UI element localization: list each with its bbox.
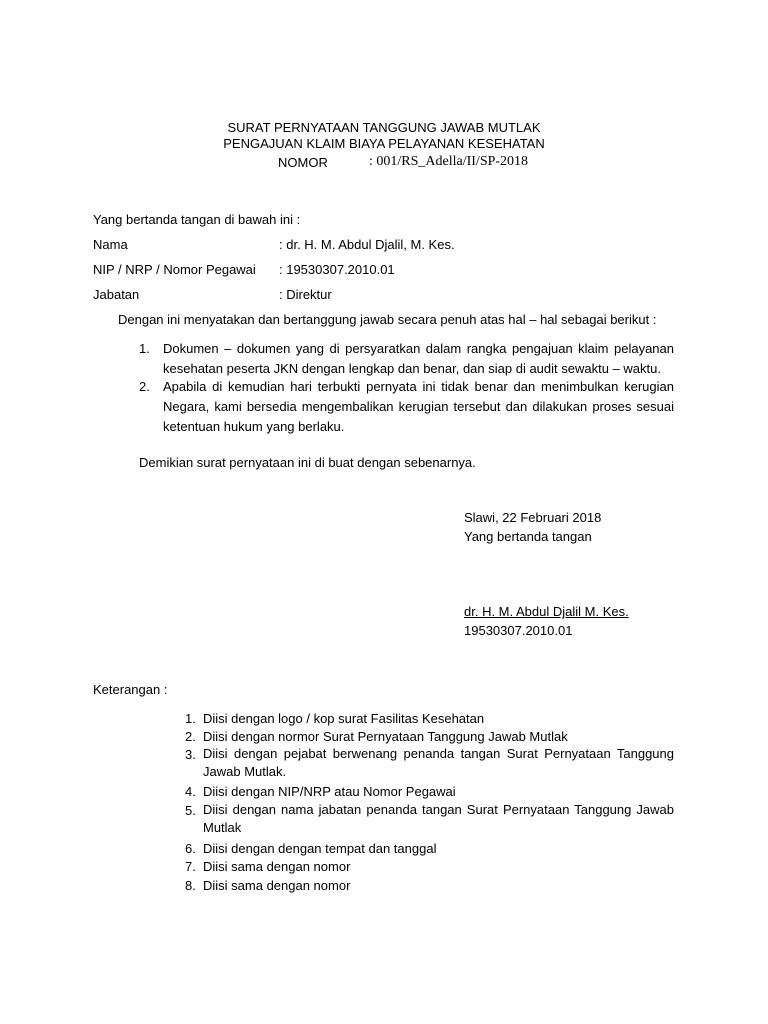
statement-text: Dengan ini menyatakan dan bertanggung jawab secara penuh atas hal – hal sebagai berikut :	[118, 312, 657, 327]
point-number: 1.	[139, 341, 150, 356]
field-value-jabatan: : Direktur	[279, 287, 332, 302]
field-label-nama: Nama	[93, 237, 128, 252]
document-title-line2: PENGAJUAN KLAIM BIAYA PELAYANAN KESEHATAN	[223, 136, 545, 151]
note-number: 1.	[185, 711, 196, 726]
document-title-line1: SURAT PERNYATAAN TANGGUNG JAWAB MUTLAK	[227, 120, 541, 135]
intro-text: Yang bertanda tangan di bawah ini :	[93, 212, 301, 227]
signature-label: Yang bertanda tangan	[464, 529, 592, 544]
notes-heading: Keterangan :	[93, 682, 168, 697]
note-number: 5.	[185, 803, 196, 818]
note-number: 7.	[185, 859, 196, 874]
field-value-nama: : dr. H. M. Abdul Djalil, M. Kes.	[279, 237, 455, 252]
field-label-nip: NIP / NRP / Nomor Pegawai	[93, 262, 256, 277]
nomor-value: : 001/RS_Adella/II/SP-2018	[369, 154, 529, 169]
note-text: Diisi dengan dengan tempat dan tanggal	[203, 841, 437, 856]
note-text: Diisi dengan nama jabatan penanda tangan Surat Pernyataan Tanggung Jawab Mutlak	[203, 802, 674, 835]
note-text: Diisi dengan NIP/NRP atau Nomor Pegawai	[203, 784, 456, 799]
signature-place-date: Slawi, 22 Februari 2018	[464, 510, 602, 525]
signature-nip: 19530307.2010.01	[464, 623, 573, 638]
point-text: Apabila di kemudian hari terbukti pernyata ini tidak benar dan menimbulkan kerugian Negara, kami bersedia mengembalikan kerugian tersebut dan dilakukan proses sesuai ketentuan hukum yang berlaku.	[163, 379, 674, 434]
note-number: 2.	[185, 729, 196, 744]
note-text: Diisi dengan pejabat berwenang penanda tangan Surat Pernyataan Tanggung Jawab Mutlak.	[203, 746, 674, 779]
note-text: Diisi sama dengan nomor	[203, 859, 351, 874]
note-number: 3.	[185, 747, 196, 762]
nomor-label: NOMOR	[278, 155, 328, 170]
note-number: 6.	[185, 841, 196, 856]
note-text: Diisi sama dengan nomor	[203, 878, 351, 893]
note-text: Diisi dengan normor Surat Pernyataan Tanggung Jawab Mutlak	[203, 729, 568, 744]
note-number: 4.	[185, 784, 196, 799]
note-number: 8.	[185, 878, 196, 893]
point-number: 2.	[139, 379, 150, 394]
field-value-nip: : 19530307.2010.01	[279, 262, 395, 277]
field-label-jabatan: Jabatan	[93, 287, 140, 302]
closing-text: Demikian surat pernyataan ini di buat dengan sebenarnya.	[139, 455, 476, 470]
signature-name: dr. H. M. Abdul Djalil M. Kes.	[464, 604, 629, 619]
note-text: Diisi dengan logo / kop surat Fasilitas Kesehatan	[203, 711, 485, 726]
point-text: Dokumen – dokumen yang di persyaratkan dalam rangka pengajuan klaim pelayanan kesehatan peserta JKN dengan lengkap dan benar, dan siap di audit sewaktu – waktu.	[163, 341, 674, 376]
